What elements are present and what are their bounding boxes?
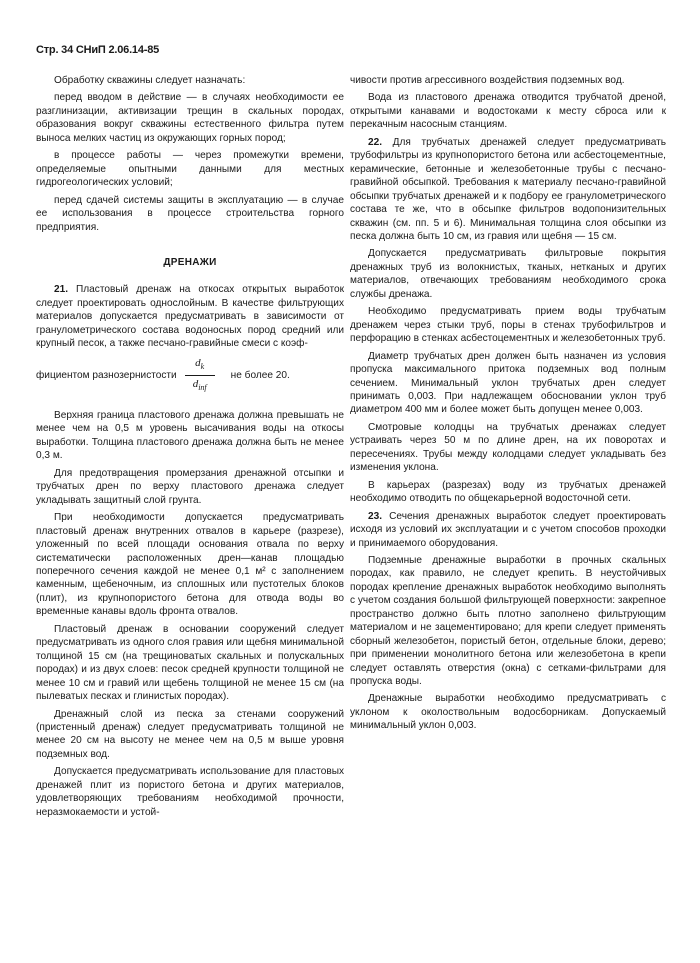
paragraph: перед сдачей системы защиты в эксплуатацию — в случае ее использования в процессе строительства горного предприятия. — [36, 194, 344, 233]
page-header: Стр. 34 СНиП 2.06.14-85 — [36, 44, 160, 56]
left-column — [36, 74, 344, 823]
paragraph-text: Пластовый дренаж на откосах открытых выработок следует проектировать однослойным. В качестве фильтрующих материалов допускается предусматривать в зависимости от гранулометрического состава водоносных пород средний или крупный песок, а также песчано-гравийные смеси с коэф- — [36, 284, 344, 350]
fraction-bar — [185, 375, 215, 376]
paragraph: Пластовый дренаж в основании сооружений следует предусматривать из одного слоя гравия или щебня минимальной толщиной 15 см (на трещиноватых скальных и полускальных породах) и из двух слоев: песок средней крупности толщиной не менее 10 см и гравий или щебень толщиной не менее 15 см (на пылеватых песках и глинистых породах). — [36, 623, 345, 703]
paragraph: Дренажный слой из песка за стенами сооружений (пристенный дренаж) следует предусматривать толщиной не менее 20 см на высоту не менее чем на 0,5 м выше уровня подземных вод. — [36, 708, 344, 760]
right-column — [350, 74, 666, 737]
paragraph: В карьерах (разрезах) воду из трубчатых дренажей необходимо отводить по общекарьерной водосточной сети. — [350, 479, 666, 505]
clause-number: 22. — [368, 136, 383, 148]
paragraph: Необходимо предусматривать прием воды трубчатым дренажем через стыки труб, поры в стенах трубофильтров и перфорацию в стенках асбестоцементных и железобетонных труб. — [350, 306, 666, 345]
clause-number: 21. — [54, 284, 69, 296]
paragraph: перед вводом в действие — в случаях необходимости ее разглинизации, активизации трещин в скальных породах, образования вокруг скважины естественного фильтра путем выноса мелких частиц из окружающих горных пород; — [36, 92, 344, 144]
paragraph: Обработку скважины следует назначать: — [54, 75, 246, 86]
paragraph: чивости против агрессивного воздействия подземных вод. — [350, 75, 625, 86]
paragraph-21 — [36, 283, 344, 350]
paragraph-text: Сечения дренажных выработок следует проектировать исходя из условий их эксплуатации и с учетом способов проходки и принимаемого оборудования. — [350, 510, 666, 549]
paragraph: Дренажные выработки необходимо предусматривать с уклоном к околоствольным водосборникам. Допускаемый минимальный уклон 0,003. — [350, 693, 666, 732]
paragraph-22 — [350, 136, 666, 244]
paragraph-text: Для трубчатых дренажей следует предусматривать трубофильтры из крупнопористого бетона или асбестоцементные, керамические, бетонные и железобетонные трубы с песчано-гравийной обсыпкой. Требования к материалу песчано-гравийной обсыпки трубчатых дренажей и к подбору ее гранулометрического состава те же, что в обсыпке фильтров водопонизительных скважин (см. пп. 5 и 6). Минимальная толщина слоя обсыпки из песка должна быть 10 см, из гравия или щебня — 15 см. — [350, 136, 666, 242]
paragraph: Смотровые колодцы на трубчатых дренажах следует устраивать через 50 м по длине дрен, на их поворотах и пересечениях. Трубы между колодцами следует укладывать без изменения уклона. — [350, 421, 666, 474]
formula-text-before: фициентом разнозернистости — [36, 370, 177, 382]
fraction-numerator: $d_k$ — [195, 356, 205, 371]
paragraph: Допускается предусматривать использование для пластовых дренажей плит из пористого бетона и других материалов, удовлетворяющих требованиям необходимой прочности, неразмокаемости и устой- — [36, 766, 344, 818]
formula-text-after: не более 20. — [230, 370, 290, 382]
paragraph: Допускается предусматривать фильтровые покрытия дренажных труб из волокнистых, тканых, нетканых и других материалов, отвечающих требованиям необходимого срока службы дренажа. — [350, 248, 666, 300]
section-heading: ДРЕНАЖИ — [163, 256, 217, 268]
formula-line — [36, 357, 344, 395]
paragraph: Подземные дренажные выработки в прочных скальных породах, как правило, не следует крепить. В неустойчивых породах крепление дренажных выработок необходимо выполнять с учетом создания большой фильтрующей поверхности: закрепное пространство должно быть плотно заполнено фильтрующим материалом и не зацементировано; для крепи следует применять сборный железобетон, пористый бетон, отдельные блоки, дерево; при применении монолитного бетона или железобетона в крепи следует оставлять отверстия (окна) с сетками-фильтрами для пропуска воды. — [350, 554, 666, 688]
formula-fraction — [185, 357, 215, 395]
paragraph: При необходимости допускается предусматривать пластовый дренаж внутренних отвалов в карьере (разрезе), уложенный по всей площади основания отвала по верху систематически расположенных дрен—канав площадью поперечного сечения каждой не менее 0,1 м² с заполнением каменным, щебеночным, из сплошных или пустотелых блоков (плит), из крупнопористого бетона для отвода воды во временные канавы вдоль фронта отвалов. — [36, 512, 344, 618]
paragraph-23 — [350, 510, 666, 550]
clause-number: 23. — [368, 510, 383, 522]
paragraph: Для предотвращения промерзания дренажной отсыпки и трубчатых дрен по верху пластового дренажа следует укладывать защитный слой грунта. — [36, 467, 344, 506]
paragraph: Диаметр трубчатых дрен должен быть назначен из условия пропуска максимального притока подземных вод полным сечением. Минимальный уклон трубчатых дрен следует принимать 0,003. При надлежащем обосновании уклон труб диаметром 400 мм и более может быть допущен менее 0,003. — [350, 350, 666, 416]
paragraph: Верхняя граница пластового дренажа должна превышать не менее чем на 0,5 м уровень высачивания воды на откосы выработки. Толщина пластового дренажа должна быть не менее 0,3 м. — [36, 409, 344, 462]
fraction-denominator: $d_{inf}$ — [192, 378, 207, 393]
paragraph: Вода из пластового дренажа отводится трубчатой дреной, открытыми канавами и водостоками к месту сброса или к перекачным насосным станциям. — [350, 92, 666, 131]
paragraph: в процессе работы — через промежутки времени, определяемые опытными данными для местных гидрогеологических условий; — [36, 150, 344, 189]
